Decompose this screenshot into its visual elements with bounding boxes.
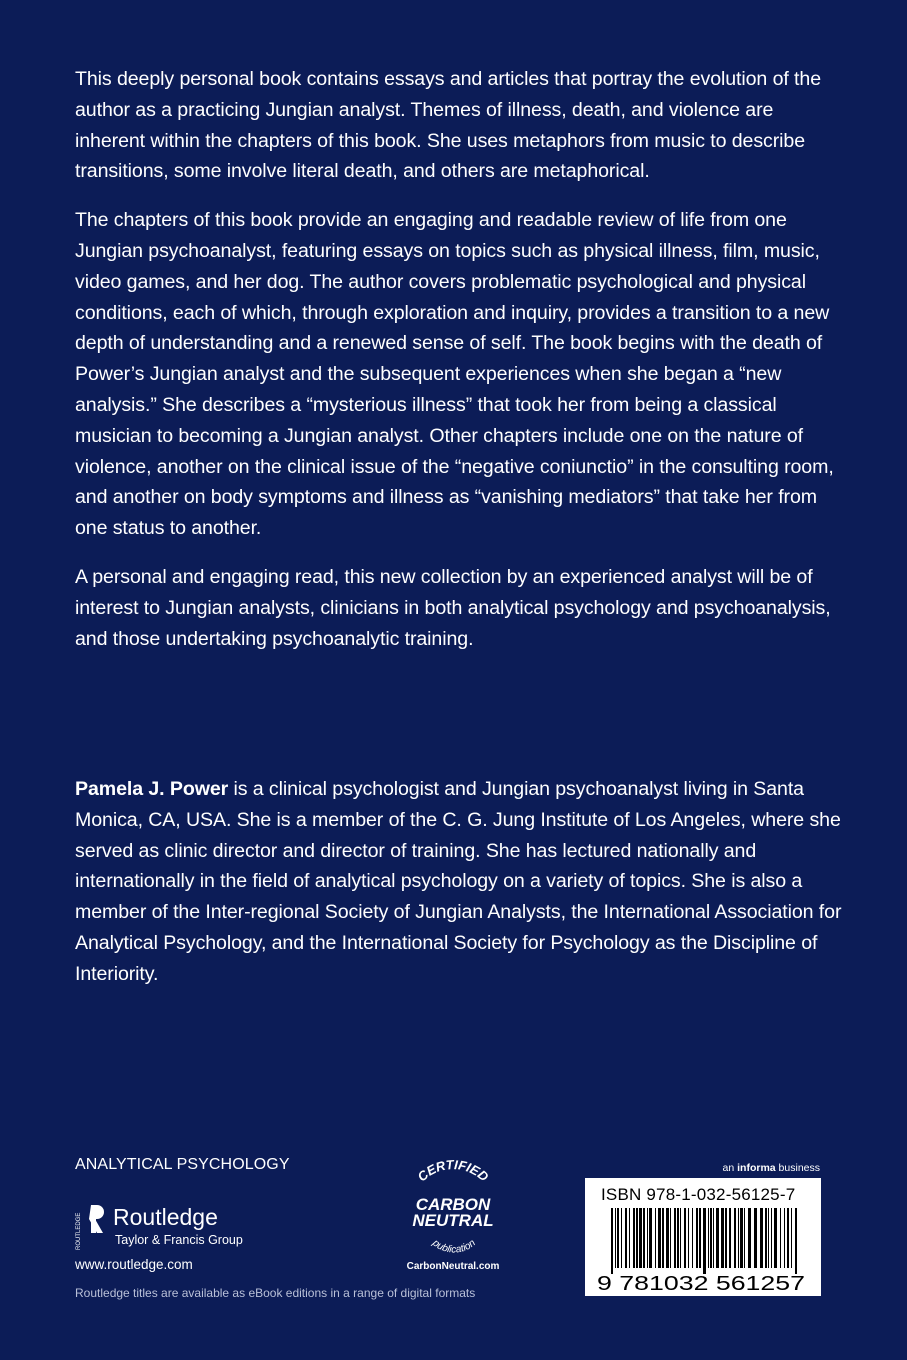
barcode-bar <box>615 1208 616 1268</box>
isbn-barcode-box <box>585 1178 821 1296</box>
barcode-bar <box>784 1208 785 1268</box>
barcode-bar <box>795 1208 797 1274</box>
barcode-bar <box>696 1208 698 1268</box>
barcode-bar <box>655 1208 656 1268</box>
barcode-bar <box>684 1208 686 1268</box>
barcode-bar <box>716 1208 719 1268</box>
barcode-bar <box>611 1208 613 1274</box>
barcode-bar <box>677 1208 679 1268</box>
barcode-bar <box>754 1208 757 1268</box>
barcode-digits: 9 781032 561257 <box>597 1273 805 1292</box>
blurb-paragraph-1: This deeply personal book contains essays and articles that portray the evolution of the author as a practicing Jungian analyst. Themes of illness, death, and violence are inherent within the chapters of this book. She uses metaphors from music to describe transitions, some involve literal death, and others are metaphorical. <box>75 68 822 183</box>
barcode-bar <box>734 1208 736 1268</box>
barcode-bar <box>738 1208 739 1268</box>
informa-tagline <box>700 1162 820 1174</box>
barcode-bar <box>647 1208 648 1268</box>
routledge-mark-icon <box>75 1202 107 1252</box>
barcode-bar <box>636 1208 638 1268</box>
barcode-bar <box>710 1208 712 1268</box>
ebook-note: Routledge titles are available as eBook editions in a range of digital formats <box>75 1286 476 1300</box>
barcode-bar <box>699 1208 701 1268</box>
barcode-bar <box>692 1208 693 1268</box>
publisher-group: Taylor & Francis Group <box>115 1233 243 1247</box>
informa-brand: informa <box>737 1162 776 1174</box>
barcode-bar <box>725 1208 727 1268</box>
barcode-bar <box>760 1208 763 1268</box>
svg-text:CERTIFIED <box>414 1158 492 1185</box>
barcode-bar <box>680 1208 681 1268</box>
carbon-neutral-logo <box>398 1158 508 1278</box>
barcode-bar <box>633 1208 635 1268</box>
back-cover-blurb <box>75 64 845 672</box>
author-name: Pamela J. Power <box>75 778 229 800</box>
informa-prefix: an <box>722 1162 738 1174</box>
barcode-bar <box>744 1208 745 1268</box>
barcode-bar <box>674 1208 676 1268</box>
routledge-mark-text: ROUTLEDGE <box>76 1212 82 1250</box>
barcode-bar <box>649 1208 652 1268</box>
barcode-bar <box>629 1208 630 1268</box>
svg-text:publication <box>429 1237 478 1255</box>
carbon-line-1: CARBON <box>415 1195 491 1214</box>
barcode-bar <box>768 1208 769 1268</box>
barcode-bar <box>787 1208 789 1268</box>
barcode-bar <box>748 1208 751 1268</box>
blurb-paragraph-2: The chapters of this book provide an engaging and readable review of life from one Jungian psychoanalyst, featuring essays on topics such as physical illness, film, music, video games, and her dog. The author covers problematic psychological and physical conditions, each of which, through exploration and inquiry, provides a transition to a new depth of understanding and a renewed sense of self. The book begins with the death of Power’s Jungian analyst and the subsequent experiences when she began a “new analysis.” She describes a “mysterious illness” that took her from being a classical musician to becoming a Jungian analyst. Other chapters include one on the nature of violence, another on the clinical issue of the “negative coniunctio” in the consulting room, and another on body symptoms and illness as “vanishing mediators” that take her from one status to another. <box>75 209 834 540</box>
barcode-bar <box>625 1208 627 1268</box>
barcode-bar <box>703 1208 706 1274</box>
isbn-label: ISBN 978-1-032-56125-7 <box>601 1185 796 1204</box>
series-label: ANALYTICAL PSYCHOLOGY <box>75 1156 290 1173</box>
barcode-bar <box>639 1208 642 1268</box>
barcode-bar <box>666 1208 669 1268</box>
barcode-bar <box>658 1208 661 1268</box>
barcode <box>597 1208 811 1292</box>
barcode-bar <box>791 1208 792 1268</box>
barcode-bar <box>688 1208 689 1268</box>
barcode-bar <box>662 1208 664 1268</box>
author-bio-paragraph <box>75 774 845 990</box>
barcode-bar <box>621 1208 622 1268</box>
barcode-bar <box>740 1208 743 1268</box>
barcode-bar <box>729 1208 731 1268</box>
barcode-bar <box>617 1208 619 1268</box>
publisher-url: www.routledge.com <box>75 1257 193 1272</box>
barcode-bar <box>780 1208 781 1268</box>
carbon-publication-text: publication <box>430 1237 478 1256</box>
informa-suffix: business <box>775 1162 820 1174</box>
barcode-bar <box>713 1208 714 1268</box>
barcode-bar <box>774 1208 777 1268</box>
publisher-name: Routledge <box>113 1204 218 1230</box>
carbon-line-2: NEUTRAL <box>412 1211 494 1230</box>
barcode-bar <box>721 1208 724 1268</box>
publisher-logo <box>75 1200 275 1252</box>
carbon-certified-text: CERTIFIED <box>414 1158 492 1185</box>
author-bio-text: is a clinical psychologist and Jungian psychoanalyst living in Santa Monica, CA, USA. She is a member of the C. G. Jung Institute of Los Angeles, where she served as clinic director and director of training. She has lectured nationally and internationally in the field of analytical psychology on a variety of topics. She is also a member of the Inter-regional Society of Jungian Analysts, the International Association for Analytical Psychology, and the International Society for Psychology as the Discipline of Interiority. <box>75 778 842 985</box>
barcode-bar <box>771 1208 772 1268</box>
author-bio <box>75 774 845 990</box>
barcode-bar <box>765 1208 767 1268</box>
barcode-bar <box>670 1208 671 1268</box>
barcode-bar <box>643 1208 645 1268</box>
barcode-bar <box>708 1208 709 1268</box>
blurb-paragraph-3: A personal and engaging read, this new collection by an experienced analyst will be of interest to Jungian analysts, clinicians in both analytical psychology and psychoanalysis, and those undertaking psychoanalytic training. <box>75 565 831 650</box>
carbon-url: CarbonNeutral.com <box>406 1261 500 1272</box>
